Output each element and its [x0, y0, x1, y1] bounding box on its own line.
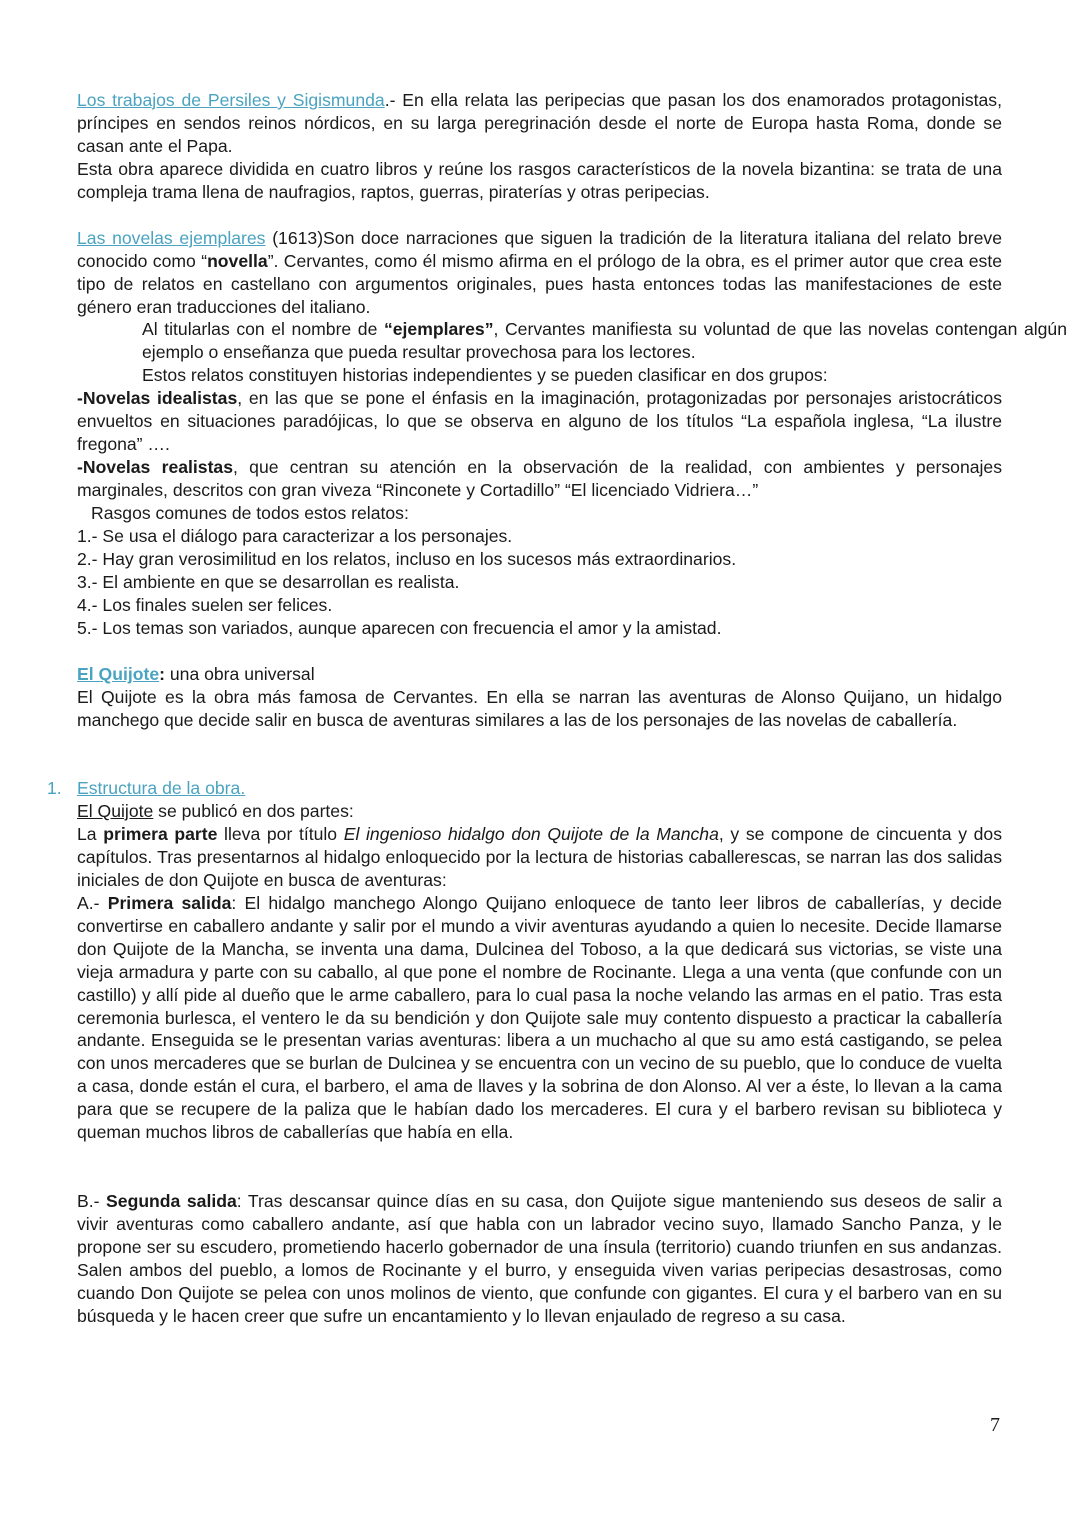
- ejemplares-text-a: (1613)Son doce narraciones que siguen la tradición de la literatura italiana del relato breve conocido como “: [77, 228, 1002, 271]
- quijote-title-link[interactable]: El Quijote: [77, 664, 160, 684]
- ejemplares-paragraph-2: [77, 318, 1067, 364]
- segunda-salida-paragraph: [77, 1190, 1002, 1327]
- persiles-title-link[interactable]: Los trabajos de Persiles y Sigismunda: [77, 90, 385, 110]
- quijote-underlined: El Quijote: [77, 801, 154, 821]
- ejemplares-p2-text-a: Al titularlas con el nombre de: [142, 319, 384, 339]
- pp-text-b: lleva por título: [217, 824, 344, 844]
- primera-parte-paragraph: [77, 823, 1002, 892]
- realistas-term: -Novelas realistas: [77, 457, 234, 477]
- rasgo-item: 3.- El ambiente en que se desarrollan es realista.: [77, 572, 460, 592]
- list-marker: 1.: [47, 778, 62, 798]
- persiles-text: En ella relata las peripecias que pasan los dos enamorados protagonistas, príncipes en sendos reinos nórdicos, en su larga peregrinación desde el norte de Europa hasta Roma, donde se casan ante el Papa.: [77, 90, 1002, 156]
- primera-salida-paragraph: [77, 892, 1002, 1144]
- estructura-title-link[interactable]: Estructura de la obra.: [77, 778, 246, 798]
- ejemplares-paragraph-3: Estos relatos constituyen historias independientes y se pueden clasificar en dos grupos:: [142, 365, 828, 385]
- ejemplares-text-b: ”. Cervantes, como él mismo afirma en el prólogo de la obra, es el primer autor que crea este tipo de relatos en castellano con argumentos originales, pues hasta entonces todas las manifestaciones de este género eran traducciones del italiano.: [77, 250, 1002, 317]
- estructura-line1: [77, 800, 1002, 823]
- quijote-subtitle: una obra universal: [164, 664, 315, 684]
- segunda-salida-text: : Tras descansar quince días en su casa, don Quijote sigue manteniendo sus deseos de salir a vivir aventuras como caballero andante, así que habla con un labrador vecino suyo, llamado Sancho Panza, y le propone ser su escudero, prometiendo hacerlo gobernador de una ínsula (territorio) cuando triunfen en sus andanzas. Salen ambos del pueblo, a lomos de Rocinante y el burro, y enseguida viven varias peripecias desastrosas, como cuando Don Quijote se pelea con unos molinos de viento, que confunde con gigantes. El cura y el barbero van en su búsqueda y le hacen creer que sufre un encantamiento y lo llevan enjaulado de regreso a su casa.: [77, 1191, 1002, 1326]
- persiles-paragraph-2: Esta obra aparece dividida en cuatro libros y reúne los rasgos característicos de la novela bizantina: se trata de una compleja trama llena de naufragios, raptos, guerras, piraterías y otras peripecias.: [77, 159, 1002, 202]
- primera-salida-prefix: A.-: [77, 893, 108, 913]
- rasgos-title: Rasgos comunes de todos estos relatos:: [91, 503, 409, 523]
- estructura-line1-rest: se publicó en dos partes:: [153, 801, 354, 821]
- pp-text-c: , y se compone de cincuenta y dos capítulos. Tras presentarnos al hidalgo enloquecido por la lectura de historias caballerescas, se narran las dos salidas iniciales de don Quijote en busca de aventuras:: [77, 824, 1003, 890]
- primera-parte-term: primera parte: [103, 824, 218, 844]
- book-title-italic: El ingenioso hidalgo don Quijote de la Mancha: [343, 824, 719, 844]
- primera-salida-text: : El hidalgo manchego Alongo Quijano enloquece de tanto leer libros de caballerías, y decide convertirse en caballero andante y salir por el mundo a vivir aventuras ayudando a quien lo necesite. Decide llamarse don Quijote de la Mancha, se inventa una dama, Dulcinea del Toboso, a la que dedicará sus victorias, se viste una vieja armadura y parte con su caballo, al que pone el nombre de Rocinante. Llega a una venta (que confunde con un castillo) y allí pide al dueño que le arme caballero, para lo cual pasa la noche velando las armas en el patio. Tras esta ceremonia burlesca, el ventero le da su bendición y don Quijote sale muy contento dispuesto a practicar la caballería andante. Enseguida se le presentan varias aventuras: libera a un muchacho al que su amo está castigando, se pelea con unos mercaderes que se burlan de Dulcinea y se encuentra con un vecino de su pueblo, que lo conduce de vuelta a casa, donde están el cura, el barbero, el ama de llaves y la sobrina de don Alonso. Al ver a éste, lo llevan a la cama para que se recupere de la paliza que le habían dado los mercaderes. El cura y el barbero revisan su biblioteca y queman muchos libros de caballerías que había en ella.: [77, 893, 1002, 1143]
- idealistas-term: -Novelas idealistas: [77, 388, 238, 408]
- ejemplares-term: “ejemplares”: [383, 319, 494, 339]
- realistas-text: , que centran su atención en la observación de la realidad, con ambientes y personajes marginales, descritos con gran viveza “Rinconete y Cortadillo” “El licenciado Vidriera…”: [77, 457, 1002, 500]
- segunda-salida-prefix: B.-: [77, 1191, 107, 1211]
- ejemplares-paragraph-1: [77, 227, 1002, 319]
- persiles-separator: .-: [384, 90, 403, 110]
- idealistas-text: , en las que se pone el énfasis en la imaginación, protagonizadas por personajes aristocráticos envueltos en situaciones paradójicas, lo que se observa en alguno de los títulos “La española inglesa, “La ilustre fregona” ….: [77, 388, 1002, 454]
- rasgo-item: 1.- Se usa el diálogo para caracterizar a los personajes.: [77, 526, 513, 546]
- realistas-paragraph: [77, 456, 1002, 502]
- idealistas-paragraph: [77, 387, 1002, 456]
- estructura-heading: [77, 777, 1002, 800]
- quijote-heading: [77, 663, 1002, 686]
- rasgo-item: 2.- Hay gran verosimilitud en los relatos, incluso en los sucesos más extraordinarios.: [77, 549, 737, 569]
- quijote-intro: El Quijote es la obra más famosa de Cervantes. En ella se narran las aventuras de Alonso Quijano, un hidalgo manchego que decide salir en busca de aventuras similares a las de los personajes de las novelas de caballería.: [77, 687, 1002, 730]
- rasgo-item: 5.- Los temas son variados, aunque aparecen con frecuencia el amor y la amistad.: [77, 618, 722, 638]
- segunda-salida-term: Segunda salida: [106, 1191, 237, 1211]
- ejemplares-p2-text-b: , Cervantes manifiesta su voluntad de que las novelas contengan algún ejemplo o enseñanza que pueda resultar provechosa para los lectores.: [142, 319, 1067, 362]
- pp-text-a: La: [77, 824, 104, 844]
- ejemplares-title-link[interactable]: Las novelas ejemplares: [77, 228, 266, 248]
- persiles-paragraph: [77, 89, 1002, 158]
- primera-salida-term: Primera salida: [107, 893, 232, 913]
- quijote-colon: :: [159, 664, 165, 684]
- rasgo-item: 4.- Los finales suelen ser felices.: [77, 595, 333, 615]
- page-number: 7: [990, 1414, 1000, 1436]
- novella-term: novella: [207, 250, 268, 271]
